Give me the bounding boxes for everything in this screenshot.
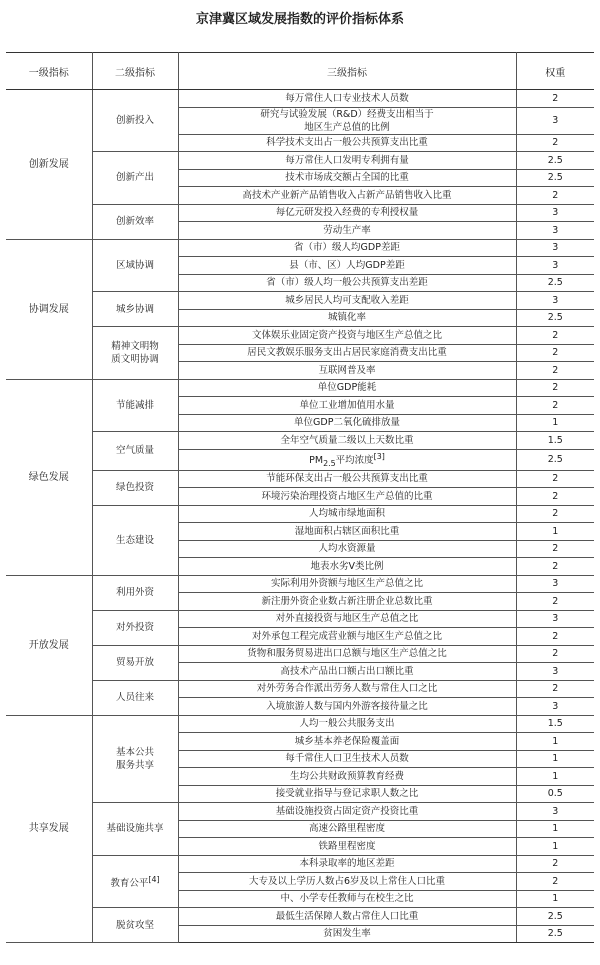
level2-cell: 脱贫攻坚 bbox=[92, 908, 178, 943]
weight-cell: 1 bbox=[516, 768, 594, 786]
weight-cell: 1 bbox=[516, 750, 594, 768]
table-row bbox=[6, 292, 594, 310]
level1-cell: 绿色发展 bbox=[6, 379, 92, 575]
header-level3: 三级指标 bbox=[178, 53, 516, 90]
weight-cell: 2 bbox=[516, 645, 594, 663]
table-row bbox=[6, 379, 594, 397]
table-row bbox=[6, 505, 594, 523]
level1-cell: 协调发展 bbox=[6, 239, 92, 379]
weight-cell: 2.5 bbox=[516, 274, 594, 292]
level3-cell: 省（市）级人均GDP差距 bbox=[178, 239, 516, 257]
weight-cell: 2 bbox=[516, 327, 594, 345]
weight-cell: 2 bbox=[516, 90, 594, 108]
weight-cell: 3 bbox=[516, 698, 594, 716]
level3-cell: 居民文教娱乐服务支出占居民家庭消费支出比重 bbox=[178, 344, 516, 362]
level3-cell: 单位GDP能耗 bbox=[178, 379, 516, 397]
level2-cell: 节能减排 bbox=[92, 379, 178, 432]
level3-cell: 城乡居民人均可支配收入差距 bbox=[178, 292, 516, 310]
level3-cell: 节能环保支出占一般公共预算支出比重 bbox=[178, 470, 516, 488]
level2-cell: 城乡协调 bbox=[92, 292, 178, 327]
weight-cell: 2 bbox=[516, 593, 594, 611]
weight-cell: 1 bbox=[516, 523, 594, 541]
level2-cell: 基本公共 服务共享 bbox=[92, 715, 178, 803]
table-row bbox=[6, 90, 594, 108]
level3-cell: 每万常住人口专业技术人员数 bbox=[178, 90, 516, 108]
table-header-row bbox=[6, 53, 594, 90]
table-row bbox=[6, 327, 594, 345]
level3-cell: $PM_{2.5}$平均浓度[3] bbox=[178, 449, 516, 470]
table-row bbox=[6, 470, 594, 488]
weight-cell: 3 bbox=[516, 257, 594, 275]
weight-cell: 2 bbox=[516, 344, 594, 362]
weight-cell: 3 bbox=[516, 803, 594, 821]
weight-cell: 1 bbox=[516, 838, 594, 856]
weight-cell: 3 bbox=[516, 292, 594, 310]
level3-cell: 地表水劣Ⅴ类比例 bbox=[178, 558, 516, 576]
weight-cell: 2.5 bbox=[516, 152, 594, 170]
level2-cell: 绿色投资 bbox=[92, 470, 178, 505]
weight-cell: 3 bbox=[516, 663, 594, 681]
level3-cell: 新注册外资企业数占新注册企业总数比重 bbox=[178, 593, 516, 611]
table-row bbox=[6, 610, 594, 628]
table-row bbox=[6, 645, 594, 663]
weight-cell: 3 bbox=[516, 610, 594, 628]
level2-cell: 贸易开放 bbox=[92, 645, 178, 680]
level3-cell: 铁路里程密度 bbox=[178, 838, 516, 856]
level1-cell: 开放发展 bbox=[6, 575, 92, 715]
level3-cell: 每亿元研发投入经费的专利授权量 bbox=[178, 204, 516, 222]
level3-cell: 每万常住人口发明专利拥有量 bbox=[178, 152, 516, 170]
weight-cell: 2 bbox=[516, 558, 594, 576]
weight-cell: 0.5 bbox=[516, 785, 594, 803]
weight-cell: 2 bbox=[516, 540, 594, 558]
level3-cell: 人均水资源量 bbox=[178, 540, 516, 558]
level3-cell: 文体娱乐业固定资产投资与地区生产总值之比 bbox=[178, 327, 516, 345]
table-row bbox=[6, 432, 594, 450]
level3-cell: 高速公路里程密度 bbox=[178, 820, 516, 838]
weight-cell: 2.5 bbox=[516, 908, 594, 926]
level3-cell: 全年空气质量二级以上天数比重 bbox=[178, 432, 516, 450]
level3-cell: 人均城市绿地面积 bbox=[178, 505, 516, 523]
level3-cell: 单位工业增加值用水量 bbox=[178, 397, 516, 415]
weight-cell: 1 bbox=[516, 414, 594, 432]
level3-cell: 城镇化率 bbox=[178, 309, 516, 327]
level3-cell: 劳动生产率 bbox=[178, 222, 516, 240]
level3-cell: 人均一般公共服务支出 bbox=[178, 715, 516, 733]
level3-cell: 基础设施投资占固定资产投资比重 bbox=[178, 803, 516, 821]
table-row bbox=[6, 152, 594, 170]
weight-cell: 2.5 bbox=[516, 925, 594, 943]
weight-cell: 2.5 bbox=[516, 449, 594, 470]
level3-cell: 对外承包工程完成营业额与地区生产总值之比 bbox=[178, 628, 516, 646]
level3-cell: 环境污染治理投资占地区生产总值的比重 bbox=[178, 488, 516, 506]
table-row bbox=[6, 680, 594, 698]
level2-cell: 空气质量 bbox=[92, 432, 178, 471]
table-row bbox=[6, 575, 594, 593]
weight-cell: 1 bbox=[516, 890, 594, 908]
level3-cell: 贫困发生率 bbox=[178, 925, 516, 943]
weight-cell: 2.5 bbox=[516, 169, 594, 187]
level3-cell: 科学技术支出占一般公共预算支出比重 bbox=[178, 134, 516, 152]
weight-cell: 2 bbox=[516, 505, 594, 523]
table-row bbox=[6, 855, 594, 873]
level3-cell: 单位GDP二氧化硫排放量 bbox=[178, 414, 516, 432]
level3-cell: 对外劳务合作派出劳务人数与常住人口之比 bbox=[178, 680, 516, 698]
weight-cell: 2 bbox=[516, 488, 594, 506]
header-level1: 一级指标 bbox=[6, 53, 92, 90]
weight-cell: 3 bbox=[516, 107, 594, 134]
level2-cell: 生态建设 bbox=[92, 505, 178, 575]
level3-cell: 入境旅游人数与国内外游客接待量之比 bbox=[178, 698, 516, 716]
level2-cell: 基础设施共享 bbox=[92, 803, 178, 856]
weight-cell: 2 bbox=[516, 680, 594, 698]
level2-cell: 利用外资 bbox=[92, 575, 178, 610]
level3-cell: 技术市场成交额占全国的比重 bbox=[178, 169, 516, 187]
table-body bbox=[6, 90, 594, 943]
weight-cell: 1 bbox=[516, 733, 594, 751]
weight-cell: 2 bbox=[516, 855, 594, 873]
level2-cell: 教育公平[4] bbox=[92, 855, 178, 908]
level3-cell: 省（市）级人均一般公共预算支出差距 bbox=[178, 274, 516, 292]
level3-cell: 本科录取率的地区差距 bbox=[178, 855, 516, 873]
level1-cell: 共享发展 bbox=[6, 715, 92, 943]
level3-cell: 中、小学专任教师与在校生之比 bbox=[178, 890, 516, 908]
level3-cell: 研究与试验发展（R&D）经费支出相当于 地区生产总值的比例 bbox=[178, 107, 516, 134]
weight-cell: 2 bbox=[516, 379, 594, 397]
weight-cell: 2 bbox=[516, 397, 594, 415]
level2-cell: 创新效率 bbox=[92, 204, 178, 239]
level2-cell: 区域协调 bbox=[92, 239, 178, 292]
weight-cell: 3 bbox=[516, 239, 594, 257]
level3-cell: 互联网普及率 bbox=[178, 362, 516, 380]
level2-cell: 对外投资 bbox=[92, 610, 178, 645]
level3-cell: 高技术产品出口额占出口额比重 bbox=[178, 663, 516, 681]
level2-cell: 精神文明物 质文明协调 bbox=[92, 327, 178, 380]
weight-cell: 2 bbox=[516, 187, 594, 205]
level2-cell: 人员往来 bbox=[92, 680, 178, 715]
header-level2: 二级指标 bbox=[92, 53, 178, 90]
weight-cell: 2 bbox=[516, 628, 594, 646]
level3-cell: 货物和服务贸易进出口总额与地区生产总值之比 bbox=[178, 645, 516, 663]
weight-cell: 2 bbox=[516, 362, 594, 380]
level3-cell: 湿地面积占辖区面积比重 bbox=[178, 523, 516, 541]
level3-cell: 最低生活保障人数占常住人口比重 bbox=[178, 908, 516, 926]
table-row bbox=[6, 715, 594, 733]
weight-cell: 1.5 bbox=[516, 432, 594, 450]
weight-cell: 2 bbox=[516, 873, 594, 891]
level3-cell: 大专及以上学历人数占6岁及以上常住人口比重 bbox=[178, 873, 516, 891]
weight-cell: 1.5 bbox=[516, 715, 594, 733]
weight-cell: 2 bbox=[516, 470, 594, 488]
weight-cell: 2.5 bbox=[516, 309, 594, 327]
level2-cell: 创新投入 bbox=[92, 90, 178, 152]
level2-cell: 创新产出 bbox=[92, 152, 178, 205]
weight-cell: 1 bbox=[516, 820, 594, 838]
level3-cell: 城乡基本养老保险覆盖面 bbox=[178, 733, 516, 751]
level3-cell: 每千常住人口卫生技术人员数 bbox=[178, 750, 516, 768]
table-row bbox=[6, 908, 594, 926]
weight-cell: 3 bbox=[516, 222, 594, 240]
table-row bbox=[6, 239, 594, 257]
table-row bbox=[6, 204, 594, 222]
level3-cell: 接受就业指导与登记求职人数之比 bbox=[178, 785, 516, 803]
weight-cell: 3 bbox=[516, 575, 594, 593]
weight-cell: 2 bbox=[516, 134, 594, 152]
indicator-table bbox=[6, 52, 594, 943]
weight-cell: 3 bbox=[516, 204, 594, 222]
page-title: 京津冀区域发展指数的评价指标体系 bbox=[195, 12, 404, 27]
level3-cell: 生均公共财政预算教育经费 bbox=[178, 768, 516, 786]
level3-cell: 高技术产业新产品销售收入占新产品销售收入比重 bbox=[178, 187, 516, 205]
level3-cell: 实际利用外资额与地区生产总值之比 bbox=[178, 575, 516, 593]
level1-cell: 创新发展 bbox=[6, 90, 92, 240]
level3-cell: 县（市、区）人均GDP差距 bbox=[178, 257, 516, 275]
table-row bbox=[6, 803, 594, 821]
level3-cell: 对外直接投资与地区生产总值之比 bbox=[178, 610, 516, 628]
header-weight: 权重 bbox=[516, 53, 594, 90]
